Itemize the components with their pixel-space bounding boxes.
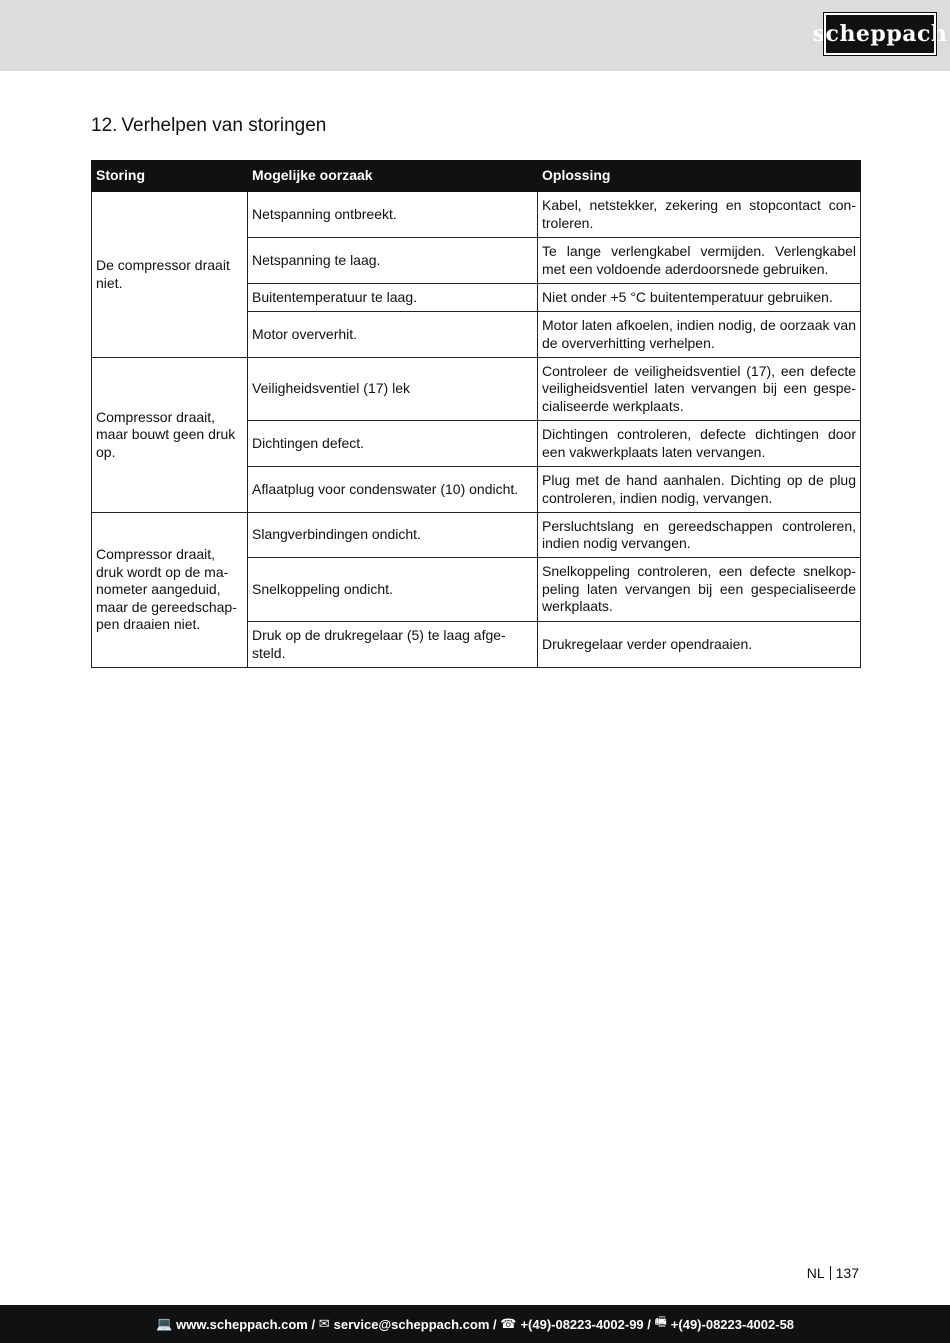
solution-cell: Snelkoppeling controleren, een defecte snelkop-peling laten vervangen bij een gespecialiseerde werkplaats. <box>538 558 861 622</box>
solution-cell: Controleer de veiligheidsventiel (17), een defecte veiligheidsventiel laten vervangen bij een gespe-cialiseerde werkplaats. <box>538 358 861 421</box>
solution-cell: Kabel, netstekker, zekering en stopcontact con-troleren. <box>538 192 861 238</box>
email-link[interactable]: service@scheppach.com <box>333 1316 490 1332</box>
website-link[interactable]: www.scheppach.com <box>176 1316 308 1332</box>
separator: / <box>307 1316 319 1332</box>
table-row <box>92 192 861 238</box>
cause-cell: Dichtingen defect. <box>248 421 538 467</box>
fax-number: +(49)-08223-4002-58 <box>670 1316 795 1332</box>
cause-cell: Druk op de drukregelaar (5) te laag afge-steld. <box>248 622 538 668</box>
table-row <box>92 513 861 558</box>
contact-bar <box>0 1305 950 1343</box>
cause-cell: Aflaatplug voor condenswater (10) ondicht. <box>248 467 538 513</box>
cause-cell: Netspanning te laag. <box>248 238 538 284</box>
troubleshooting-table <box>91 160 861 668</box>
cause-cell: Buitentemperatuur te laag. <box>248 284 538 312</box>
computer-icon: 💻 <box>155 1316 173 1331</box>
page-number <box>807 1265 859 1281</box>
separator: / <box>489 1316 501 1332</box>
fault-cell: De compressor draait niet. <box>92 192 248 358</box>
page-separator <box>830 1266 831 1280</box>
language-code: NL <box>806 1265 825 1281</box>
table-row <box>92 358 861 421</box>
cause-cell: Veiligheidsventiel (17) lek <box>248 358 538 421</box>
cause-cell: Netspanning ontbreekt. <box>248 192 538 238</box>
mail-icon: ✉ <box>318 1316 330 1331</box>
solution-cell: Dichtingen controleren, defecte dichtingen door een vakwerkplaats laten vervangen. <box>538 421 861 467</box>
solution-cell: Niet onder +5 °C buitentemperatuur gebruiken. <box>538 284 861 312</box>
table-header-row <box>92 161 861 192</box>
top-banner <box>0 0 950 71</box>
cause-cell: Slangverbindingen ondicht. <box>248 513 538 558</box>
page-number-value: 137 <box>835 1265 859 1281</box>
brand-logo: scheppach <box>824 13 936 55</box>
section-title: Verhelpen van storingen <box>121 115 327 136</box>
fax-icon: 🖷 <box>654 1314 667 1329</box>
cause-cell: Motor oververhit. <box>248 312 538 358</box>
solution-cell: Motor laten afkoelen, indien nodig, de oorzaak van de oververhitting verhelpen. <box>538 312 861 358</box>
column-header-solution: Oplossing <box>538 161 861 192</box>
solution-cell: Plug met de hand aanhalen. Dichting op de plug controleren, indien nodig, vervangen. <box>538 467 861 513</box>
solution-cell: Te lange verlengkabel vermijden. Verlengkabel met een voldoende aderdoorsnede gebruiken. <box>538 238 861 284</box>
solution-cell: Persluchtslang en gereedschappen controleren, indien nodig vervangen. <box>538 513 861 558</box>
phone-icon: ☎ <box>500 1316 517 1331</box>
fault-cell: Compressor draait, druk wordt op de ma-nometer aangeduid, maar de gereedschap-pen draaien niet. <box>92 513 248 668</box>
fault-cell: Compressor draait, maar bouwt geen druk op. <box>92 358 248 513</box>
section-heading <box>91 115 326 137</box>
phone-number: +(49)-08223-4002-99 <box>520 1316 644 1332</box>
column-header-fault: Storing <box>92 161 248 192</box>
section-number: 12. <box>91 115 118 136</box>
column-header-cause: Mogelijke oorzaak <box>248 161 538 192</box>
separator: / <box>643 1316 655 1332</box>
solution-cell: Drukregelaar verder opendraaien. <box>538 622 861 668</box>
cause-cell: Snelkoppeling ondicht. <box>248 558 538 622</box>
